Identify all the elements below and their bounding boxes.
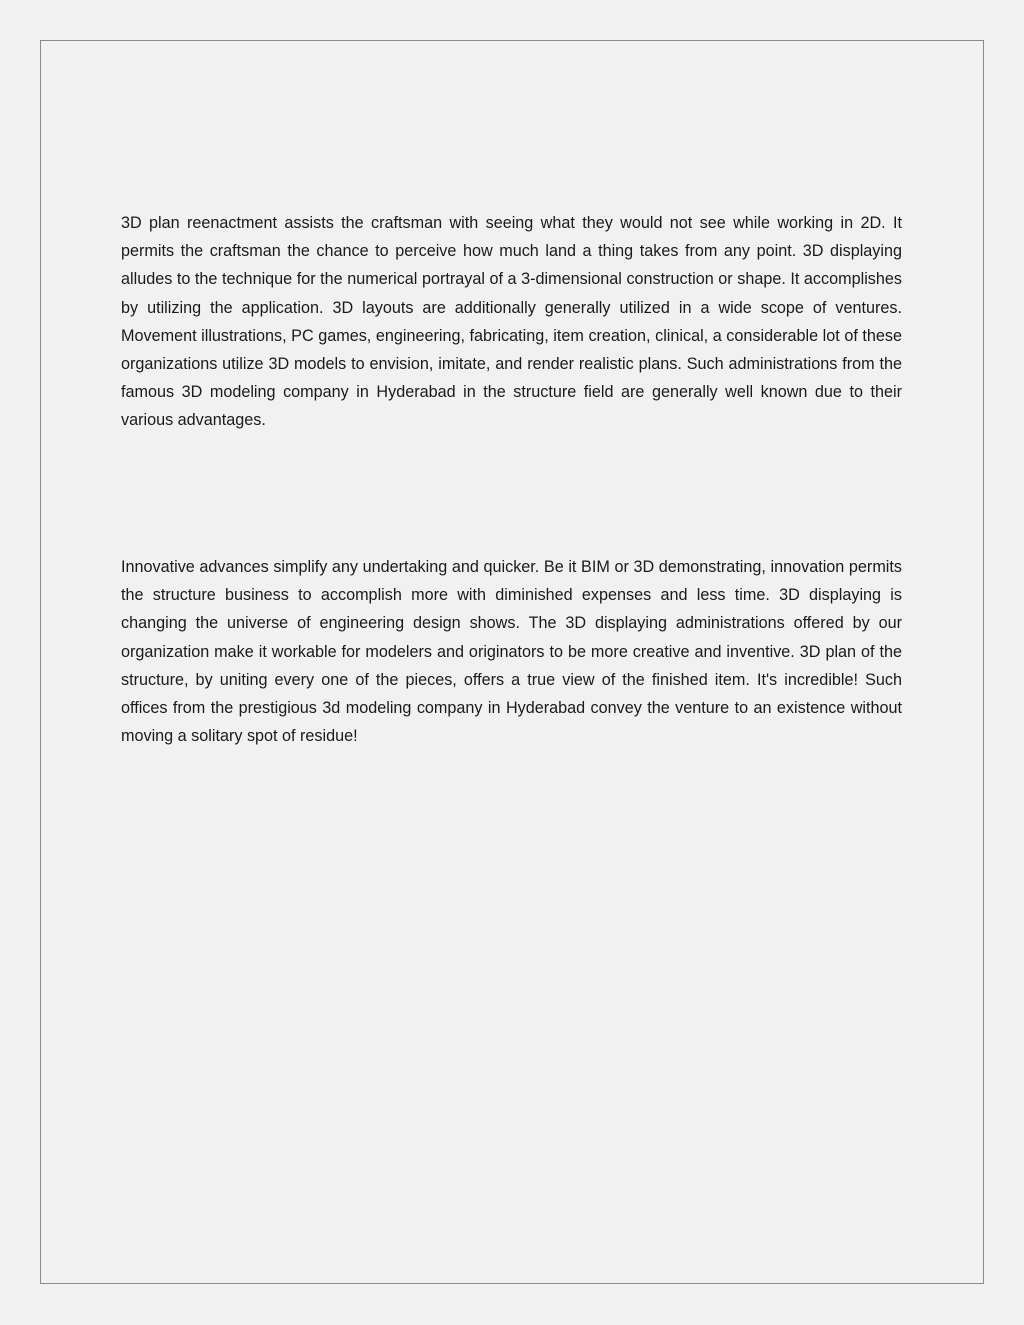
- body-paragraph-2: Innovative advances simplify any undertaking and quicker. Be it BIM or 3D demonstrating, innovation permits the structure business to accomplish more with diminished expenses and less time. 3D displaying is changing the universe of engineering design shows. The 3D displaying administrations offered by our organization make it workable for modelers and originators to be more creative and inventive. 3D plan of the structure, by uniting every one of the pieces, offers a true view of the finished item. It's incredible! Such offices from the prestigious 3d modeling company in Hyderabad convey the venture to an existence without moving a solitary spot of residue!: [121, 558, 902, 746]
- body-paragraph-1: 3D plan reenactment assists the craftsman with seeing what they would not see while working in 2D. It permits the craftsman the chance to perceive how much land a thing takes from any point. 3D displaying alludes to the technique for the numerical portrayal of a 3-dimensional construction or shape. It accomplishes by utilizing the application. 3D layouts are additionally generally utilized in a wide scope of ventures. Movement illustrations, PC games, engineering, fabricating, item creation, clinical, a considerable lot of these organizations utilize 3D models to envision, imitate, and render realistic plans. Such administrations from the famous 3D modeling company in Hyderabad in the structure field are generally well known due to their various advantages.: [121, 214, 902, 430]
